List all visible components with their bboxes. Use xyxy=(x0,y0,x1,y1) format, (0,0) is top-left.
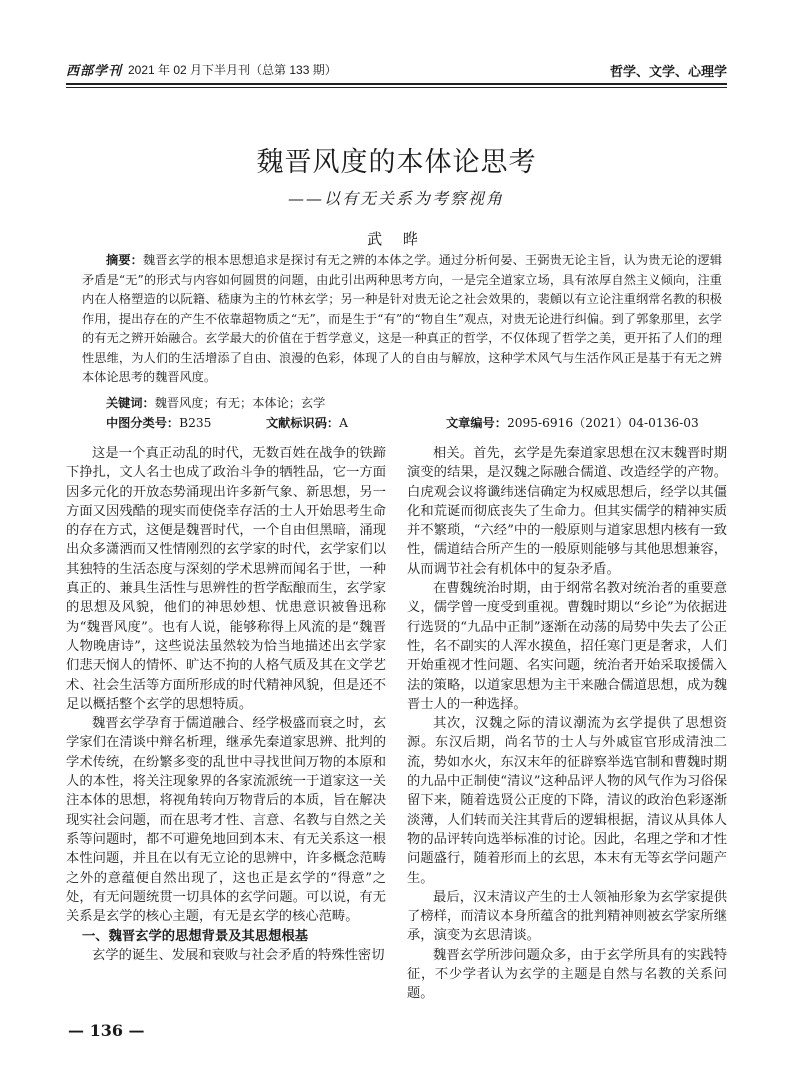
document-code: 文献标识码：A xyxy=(266,416,348,430)
issue-info: 2021 年 02 月下半月刊（总第 133 期） xyxy=(128,63,337,77)
article-number: 文章编号：2095-6916（2021）04-0136-03 xyxy=(446,416,699,430)
journal-logo: 西部学刊 xyxy=(66,64,123,79)
clc-number: 中图分类号：B235 xyxy=(106,416,212,430)
header-rule-thin xyxy=(66,87,727,88)
paragraph: 魏晋玄学孕育于儒道融合、经学极盛而衰之时，玄学家们在清谈中辩名析理，继承先秦道家思辨、批判的学术传统，在纷繁多变的乱世中寻找世间万物的本原和人的本性，将关注现象界的各家流派统一于道家这一关注本体的思想，将视角转向万物背后的本质，旨在解决现实社会问题，而在思考才性、言意、名教与自然之关系等问题时，都不可避免地回到本末、有无关系这一根本性问题，并且在以有无立论的思辨中，许多概念范畴之外的意蕴便自然出现了，这也正是玄学的“得意”之处，有无问题统贯一切具体的玄学问题。可以说，有无关系是玄学的核心主题，有无是玄学的核心范畴。 xyxy=(66,716,386,925)
paragraph: 魏晋玄学所涉问题众多，由于玄学所具有的实践特征，不少学者认为玄学的主题是自然与名教的关系问题。 xyxy=(407,947,727,1002)
article-title: 魏晋风度的本体论思考 xyxy=(256,147,537,178)
author-name: 武 晔 xyxy=(367,230,426,248)
abstract xyxy=(82,251,722,388)
header-rule xyxy=(66,83,727,85)
article-meta xyxy=(106,414,726,431)
keywords-label: 关键词： xyxy=(106,396,155,410)
paragraph: 在曹魏统治时期，由于纲常名教对统治者的重要意义，儒学曾一度受到重视。曹魏时期以“乡论”为依据进行选贤的“九品中正制”逐渐在动荡的局势中失去了公正性，名不副实的人浑水摸鱼，招任寒门更是奢求，人们开始重视才性问题、名实问题，统治者开始采取援儒入法的策略，以道家思想为主干来融合儒道思想，成为魏晋士人的一种选择。 xyxy=(407,581,727,712)
page-number: — 136 — xyxy=(68,1021,145,1040)
paragraph: 其次，汉魏之际的清议潮流为玄学提供了思想资源。东汉后期，尚名节的士人与外戚宦官形成清浊二流，势如水火，东汉末年的征辟察举选官制和曹魏时期的九品中正制使“清议”这种品评人物的风气作为习俗保留下来，随着选贤公正度的下降，清议的政治色彩逐渐淡薄，人们转而关注其背后的逻辑根据，清议从具体人物的品评转向选举标准的讨论。因此，名理之学和才性问题盛行，随着形而上的玄思，本末有无等玄学问题产生。 xyxy=(407,716,727,886)
abstract-label: 摘要： xyxy=(106,253,143,267)
section-heading: 一、魏晋玄学的思想背景及其思想根基 xyxy=(82,928,309,944)
paragraph: 玄学的诞生、发展和衰败与社会矛盾的特殊性密切 xyxy=(92,947,385,963)
running-header xyxy=(66,58,727,82)
body-left-column xyxy=(66,444,386,965)
abstract-text: 魏晋玄学的根本思想追求是探讨有无之辨的本体之学。通过分析何晏、王弼贵无论主旨，认为贵无论的逻辑矛盾是“无”的形式与内容如何圆贯的问题，由此引出两种思考方向，一是完全道家立场，具有浓厚自然主义倾向，注重内在人格塑造的以阮籍、嵇康为主的竹林玄学；另一种是针对贵无论之社会效果的，裴頠以有立论注重纲常名教的积极作用，提出存在的产生不依靠超物质之“无”，而是生于“有”的“物自生”观点，对贵无论进行纠偏。到了郭象那里，玄学的有无之辨开始融合。玄学最大的价值在于哲学意义，这是一种真正的哲学，不仅体现了哲学之美，更开拓了人们的理性思维，为人们的生活增添了自由、浪漫的色彩，体现了人的自由与解放，这种学术风气与生活作风正是基于有无之辨本体论思考的魏晋风度。 xyxy=(82,253,722,384)
section-category: 哲学、文学、心理学 xyxy=(609,64,727,79)
keywords-text: 魏晋风度；有无；本体论；玄学 xyxy=(154,396,326,410)
paragraph: 最后，汉末清议产生的士人领袖形象为玄学家提供了榜样，而清议本身所蕴含的批判精神则被玄学家所继承，演变为玄思清谈。 xyxy=(407,889,727,944)
paragraph: 相关。首先，玄学是先秦道家思想在汉末魏晋时期演变的结果，是汉魏之际融合儒道、改造经学的产物。白虎观会议将谶纬迷信确定为权威思想后，经学以其僵化和荒诞而彻底丧失了生命力。但其实儒学的精神实质并不繁琐，“六经”中的一般原则与道家思想内核有一致性，儒道结合所产生的一般原则能够与其他思想兼容，从而调节社会有机体中的复杂矛盾。 xyxy=(407,446,727,577)
article-subtitle: ——以有无关系为考察视角 xyxy=(288,189,505,208)
body-right-column xyxy=(407,444,727,1004)
keywords xyxy=(106,394,325,411)
paragraph: 这是一个真正动乱的时代，无数百姓在战争的铁蹄下挣扎，文人名士也成了政治斗争的牺牲品，它一方面因多元化的开放态势涌现出许多新气象、新思想，另一方面又因残酷的现实而使侥幸存活的士人开始思考生命的存在方式，这便是魏晋时代，一个自由但黑暗，涌现出众多潇洒而又性情刚烈的玄学家的时代，玄学家们以其独特的生活态度与深刻的学术思辨而闻名于世，一种真正的、兼具生活性与思辨性的哲学酝酿而生，玄学家的思想及风貌，他们的神思妙想、忧患意识被鲁迅称为“魏晋风度”。也有人说，能够称得上风流的是“魏晋人物晚唐诗”，这些说法虽然较为恰当地描述出玄学家们悲天悯人的情怀、旷达不拘的人格气质及其在文学艺术、社会生活等方面所形成的时代精神风貌，但是还不足以概括整个玄学的思想特质。 xyxy=(66,446,386,712)
